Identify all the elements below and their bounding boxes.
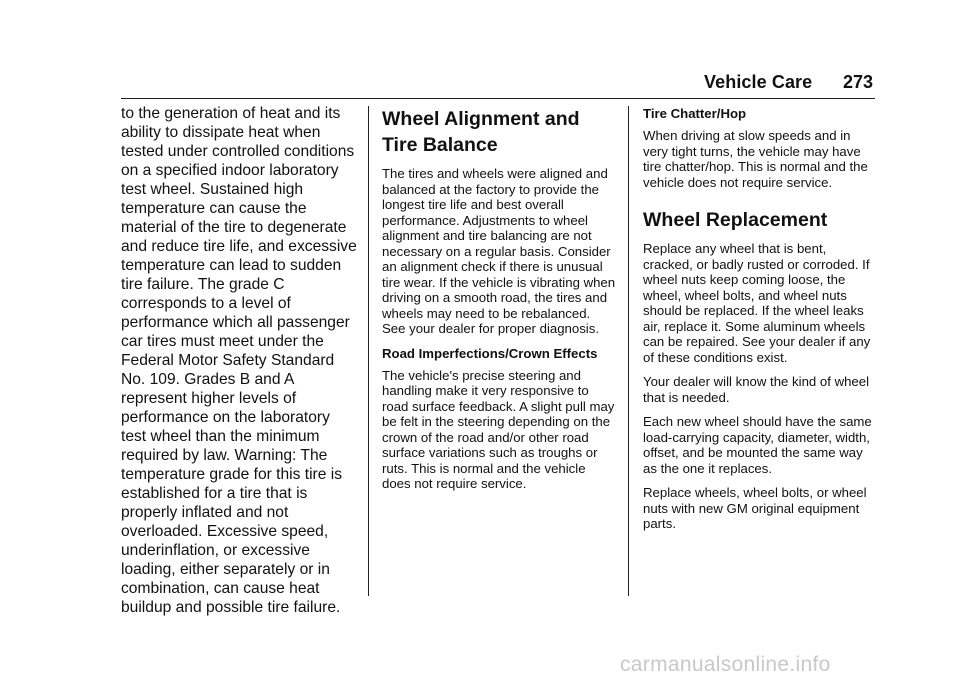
wheel-replacement-paragraph-3: Each new wheel should have the same load-carrying capacity, diameter, width, offset, and be mounted the same way as the one it replaces. xyxy=(643,414,872,476)
header-rule xyxy=(121,98,875,99)
column-divider-1 xyxy=(368,106,369,596)
road-imperfections-subheading: Road Imperfections/Crown Effects xyxy=(382,345,598,361)
road-imperfections-paragraph: The vehicle's precise steering and handling make it very responsive to road surface feedback. A slight pull may be felt in the steering depending on the crown of the road and/or other road surface variations such as troughs or ruts. This is normal and the vehicle does not require service. xyxy=(382,367,615,491)
tire-chatter-paragraph: When driving at slow speeds and in very tight turns, the vehicle may have tire chatter/hop. This is normal and the vehicle does not require service. xyxy=(643,128,868,190)
page-number: 273 xyxy=(843,72,874,92)
wheel-replacement-paragraph-2: Your dealer will know the kind of wheel that is needed. xyxy=(643,374,870,405)
column-2 xyxy=(382,106,617,501)
wheel-replacement-paragraph-4: Replace wheels, wheel bolts, or wheel nuts with new GM original equipment parts. xyxy=(643,485,867,531)
section-title: Vehicle Care xyxy=(704,72,813,92)
column-divider-2 xyxy=(628,106,629,596)
watermark: carmanualsonline.info xyxy=(620,653,831,676)
wheel-replacement-paragraph-1: Replace any wheel that is bent, cracked, or badly rusted or corroded. If wheel nuts keep coming loose, the wheel, wheel bolts, and wheel nuts should be replaced. If the wheel leaks air, replace it. Some aluminum wheels can be repaired. See your dealer if any of these conditions exist. xyxy=(643,241,871,365)
wheel-alignment-paragraph: The tires and wheels were aligned and balanced at the factory to provide the longest tire life and best overall performance. Adjustments to wheel alignment and tire balancing are not necessary on a regular basis. Consider an alignment check if there is unusual tire wear. If the vehicle is vibrating when driving on a smooth road, the tires and wheels may need to be rebalanced. See your dealer for proper diagnosis. xyxy=(382,166,616,336)
tire-chatter-subheading: Tire Chatter/Hop xyxy=(643,106,747,121)
column-3 xyxy=(643,106,878,541)
wheel-replacement-heading: Wheel Replacement xyxy=(643,209,828,231)
column-1 xyxy=(121,104,357,626)
tire-temperature-paragraph: to the generation of heat and its ability to dissipate heat when tested under controlled conditions on a specified indoor laboratory test wheel. Sustained high temperature can cause the material of the tire to degenerate and reduce tire life, and excessive temperature can lead to sudden tire failure. The grade C corresponds to a level of performance which all passenger car tires must meet under the Federal Motor Safety Standard No. 109. Grades B and A represent higher levels of performance on the laboratory test wheel than the minimum required by law. Warning: The temperature grade for this tire is established for a tire that is properly inflated and not overloaded. Excessive speed, underinflation, or excessive loading, either separately or in combination, can cause heat buildup and possible tire failure. xyxy=(121,105,357,616)
wheel-alignment-heading: Wheel Alignment and Tire Balance xyxy=(382,108,580,156)
